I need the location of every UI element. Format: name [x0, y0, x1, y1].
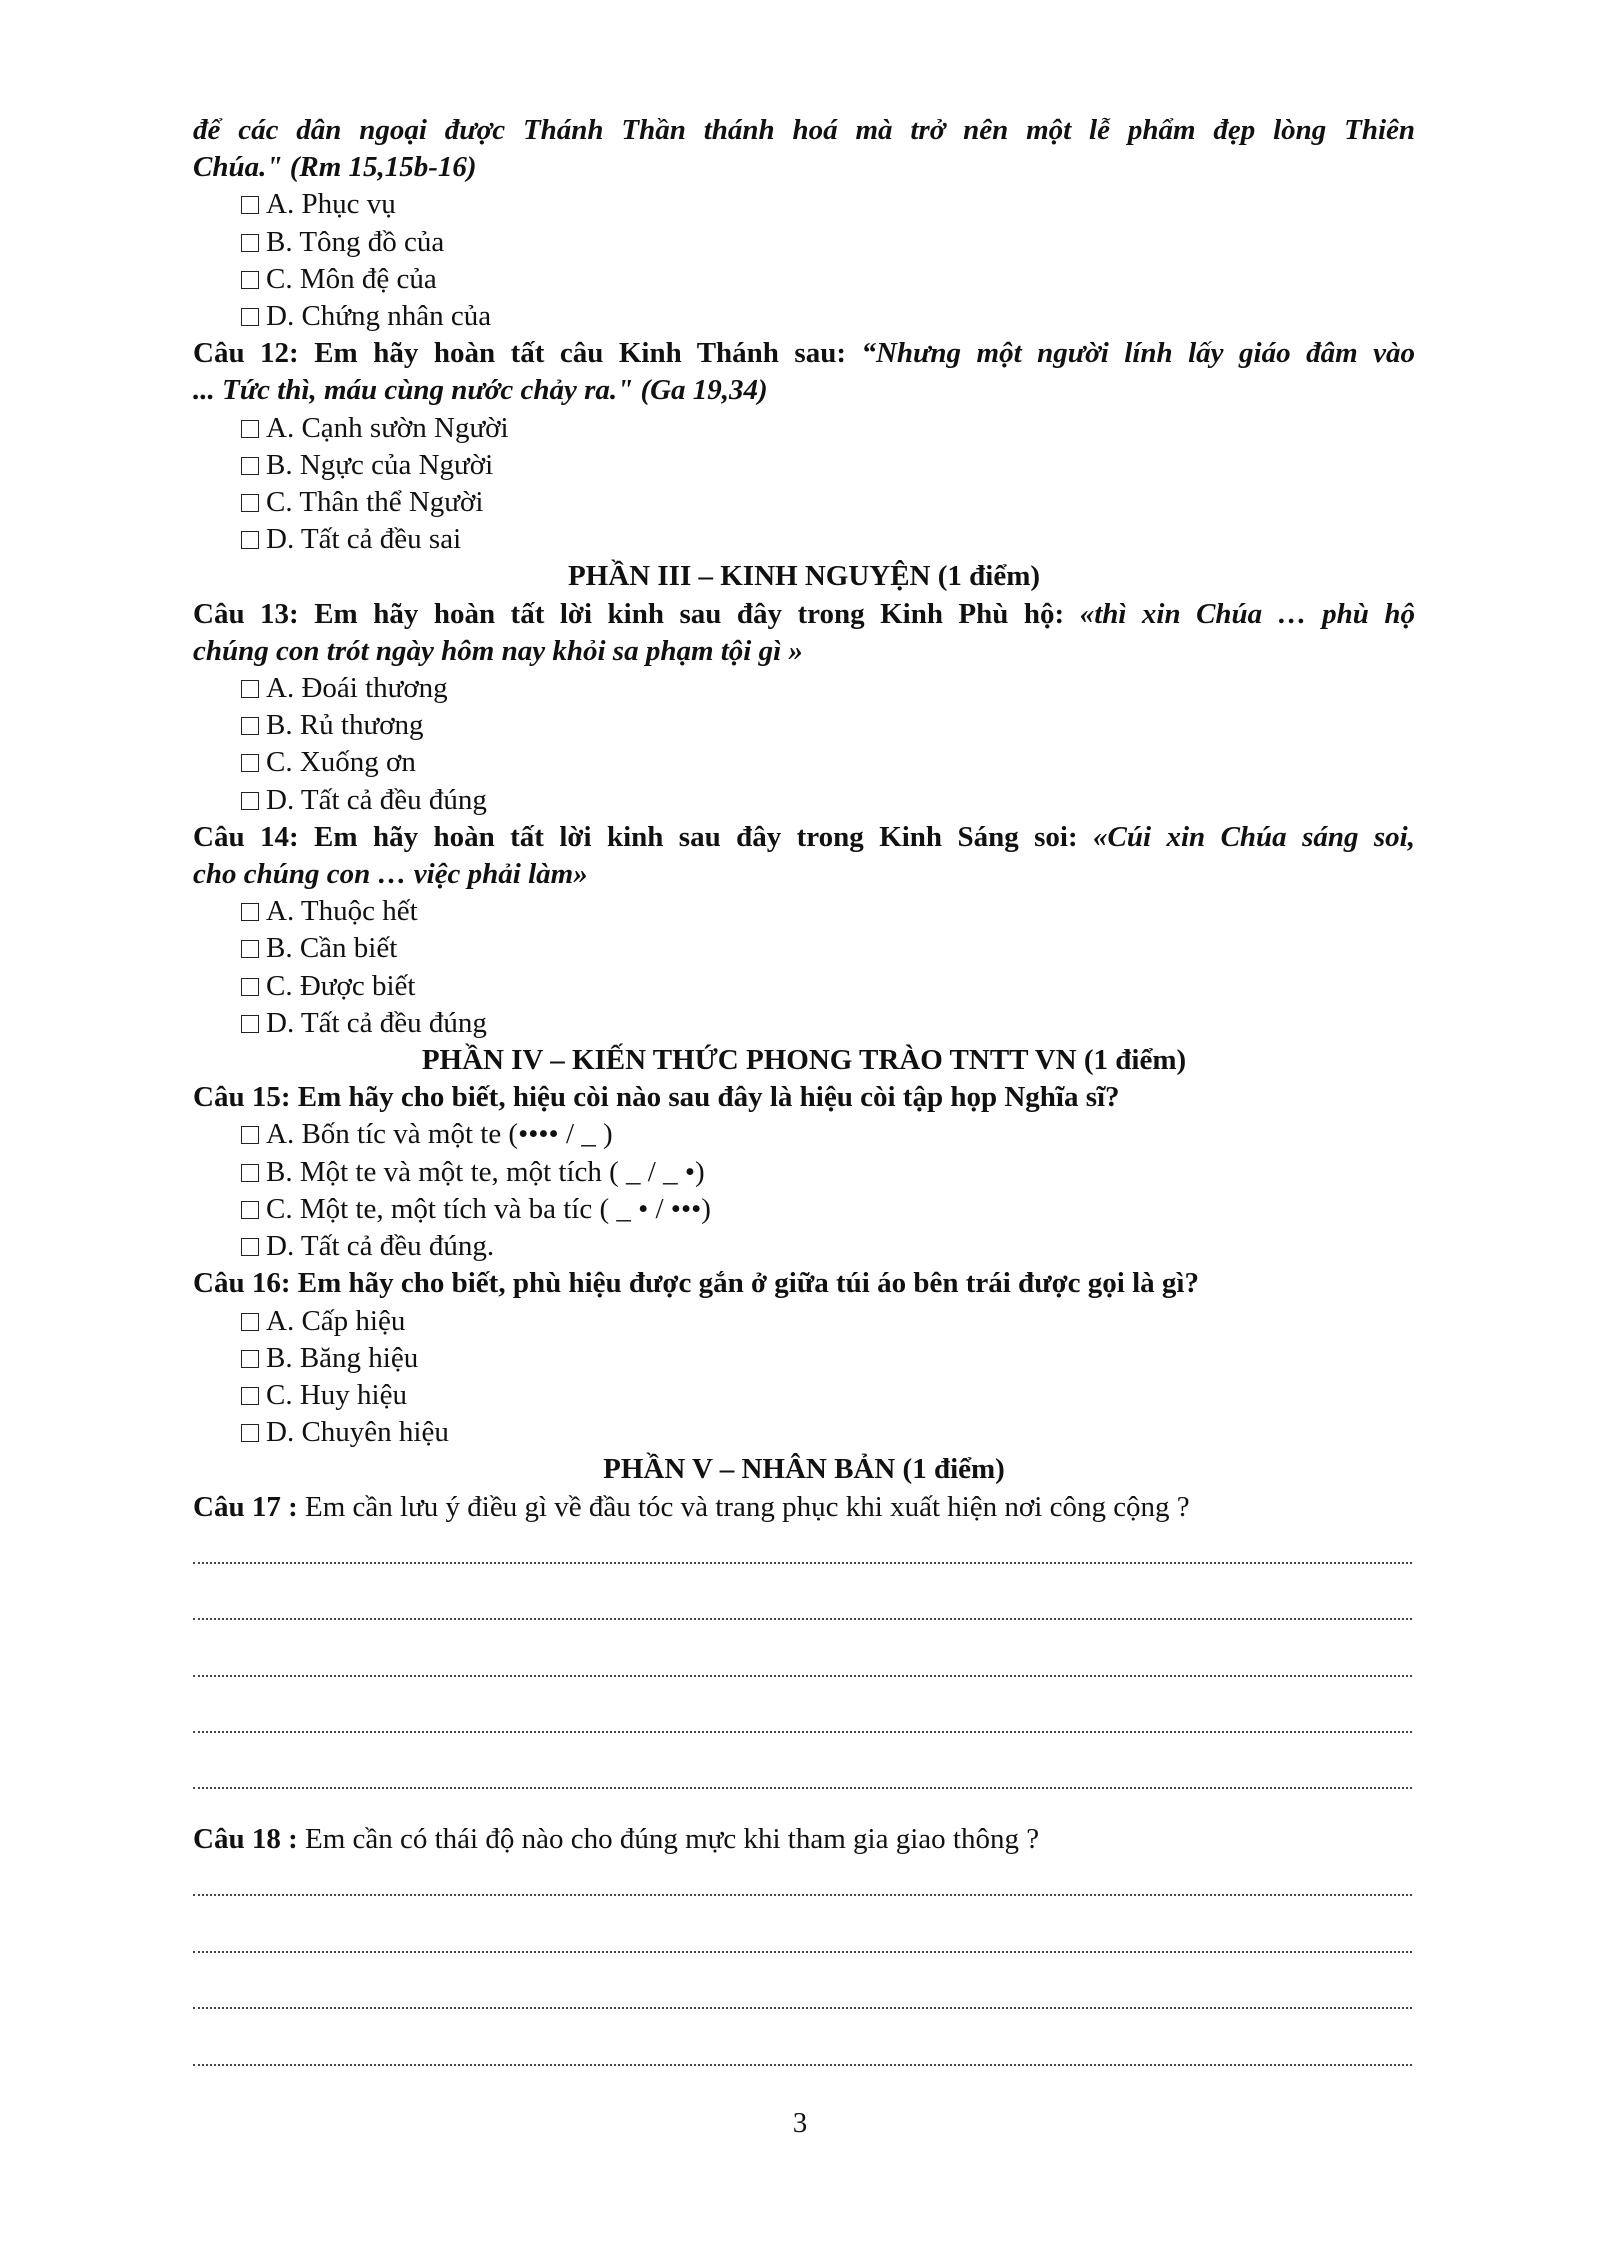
checkbox-icon[interactable] — [241, 1424, 259, 1442]
checkbox-icon[interactable] — [241, 420, 259, 438]
q15-option-b[interactable]: B. Một te và một te, một tích ( _ / _ •) — [193, 1154, 1415, 1191]
section-4-heading: PHẦN IV – KIẾN THỨC PHONG TRÀO TNTT VN (1 điểm) — [421, 1044, 1187, 1077]
section-3-heading: PHẦN III – KINH NGUYỆN (1 điểm) — [567, 560, 1041, 593]
section-5-heading: PHẦN V – NHÂN BẢN (1 điểm) — [603, 1453, 1005, 1486]
q16-option-d[interactable]: D. Chuyên hiệu — [193, 1414, 1415, 1451]
q17-answer-area[interactable] — [193, 1526, 1415, 1802]
answer-line[interactable] — [193, 1689, 1415, 1745]
q14-option-d[interactable]: D. Tất cả đều đúng — [193, 1005, 1415, 1042]
q14-option-b[interactable]: B. Cần biết — [193, 930, 1415, 967]
q11-option-b[interactable]: B. Tông đồ của — [193, 224, 1415, 261]
q17-question: Câu 17 : Em cần lưu ý điều gì về đầu tóc và trang phục khi xuất hiện nơi công cộng ? — [193, 1490, 1190, 1523]
q12-option-d[interactable]: D. Tất cả đều sai — [193, 521, 1415, 558]
q15-option-d[interactable]: D. Tất cả đều đúng. — [193, 1228, 1415, 1265]
checkbox-icon[interactable] — [241, 1015, 259, 1033]
checkbox-icon[interactable] — [241, 271, 259, 289]
answer-line[interactable] — [193, 1526, 1415, 1576]
intro-quote-line-1: để các dân ngoại được Thánh Thần thánh hoá mà trở nên một lễ phẩm đẹp lòng Thiên — [193, 114, 1415, 146]
checkbox-icon[interactable] — [241, 717, 259, 735]
intro-quote-line-2: Chúa." (Rm 15,15b-16) — [193, 151, 477, 184]
q15-option-a[interactable]: A. Bốn tíc và một te (•••• / _ ) — [193, 1116, 1415, 1153]
q14-question: Câu 14: Em hãy hoàn tất lời kinh sau đây trong Kinh Sáng soi: «Cúi xin Chúa sáng soi, — [193, 820, 1415, 853]
q11-option-c[interactable]: C. Môn đệ của — [193, 261, 1415, 298]
answer-line[interactable] — [193, 1745, 1415, 1801]
checkbox-icon[interactable] — [241, 792, 259, 810]
q13-option-d[interactable]: D. Tất cả đều đúng — [193, 782, 1415, 819]
q16-option-b[interactable]: B. Băng hiệu — [193, 1340, 1415, 1377]
checkbox-icon[interactable] — [241, 1164, 259, 1182]
q11-option-a[interactable]: A. Phục vụ — [193, 186, 1415, 223]
q13-question: Câu 13: Em hãy hoàn tất lời kinh sau đây trong Kinh Phù hộ: «thì xin Chúa … phù hộ — [193, 597, 1416, 630]
exam-page — [193, 112, 1415, 2078]
page-number: 3 — [792, 2107, 808, 2139]
q13-option-b[interactable]: B. Rủ thương — [193, 707, 1415, 744]
q16-question: Câu 16: Em hãy cho biết, phù hiệu được gắn ở giữa túi áo bên trái được gọi là gì? — [193, 1267, 1199, 1300]
q15-question: Câu 15: Em hãy cho biết, hiệu còi nào sau đây là hiệu còi tập họp Nghĩa sĩ? — [193, 1081, 1120, 1114]
q13-question-cont: chúng con trót ngày hôm nay khỏi sa phạm tội gì » — [193, 634, 803, 667]
q12-question-cont: ... Tức thì, máu cùng nước chảy ra." (Ga 19,34) — [193, 374, 768, 407]
q12-option-a[interactable]: A. Cạnh sườn Người — [193, 410, 1415, 447]
checkbox-icon[interactable] — [241, 494, 259, 512]
q16-option-c[interactable]: C. Huy hiệu — [193, 1377, 1415, 1414]
q15-option-c[interactable]: C. Một te, một tích và ba tíc ( _ • / •••) — [193, 1191, 1415, 1228]
q14-option-c[interactable]: C. Được biết — [193, 968, 1415, 1005]
checkbox-icon[interactable] — [241, 308, 259, 326]
q13-option-c[interactable]: C. Xuống ơn — [193, 744, 1415, 781]
checkbox-icon[interactable] — [241, 1350, 259, 1368]
q12-question: Câu 12: Em hãy hoàn tất câu Kinh Thánh sau: “Nhưng một người lính lấy giáo đâm vào — [193, 337, 1415, 370]
q14-option-a[interactable]: A. Thuộc hết — [193, 893, 1415, 930]
answer-line[interactable] — [193, 1908, 1415, 1964]
checkbox-icon[interactable] — [241, 1387, 259, 1405]
q16-option-a[interactable]: A. Cấp hiệu — [193, 1303, 1415, 1340]
q12-option-c[interactable]: C. Thân thể Người — [193, 484, 1415, 521]
answer-line[interactable] — [193, 1965, 1415, 2021]
answer-line[interactable] — [193, 1632, 1415, 1688]
q12-option-b[interactable]: B. Ngực của Người — [193, 447, 1415, 484]
checkbox-icon[interactable] — [241, 531, 259, 549]
checkbox-icon[interactable] — [241, 940, 259, 958]
checkbox-icon[interactable] — [241, 978, 259, 996]
q14-question-cont: cho chúng con … việc phải làm» — [193, 858, 588, 891]
checkbox-icon[interactable] — [241, 754, 259, 772]
q18-answer-area[interactable] — [193, 1858, 1415, 2077]
checkbox-icon[interactable] — [241, 1313, 259, 1331]
q11-option-d[interactable]: D. Chứng nhân của — [193, 298, 1415, 335]
answer-line[interactable] — [193, 2021, 1415, 2077]
q13-option-a[interactable]: A. Đoái thương — [193, 670, 1415, 707]
checkbox-icon[interactable] — [241, 1238, 259, 1256]
answer-line[interactable] — [193, 1858, 1415, 1908]
q18-question: Câu 18 : Em cần có thái độ nào cho đúng mực khi tham gia giao thông ? — [193, 1823, 1040, 1856]
answer-line[interactable] — [193, 1576, 1415, 1632]
checkbox-icon[interactable] — [241, 234, 259, 252]
checkbox-icon[interactable] — [241, 903, 259, 921]
checkbox-icon[interactable] — [241, 196, 259, 214]
checkbox-icon[interactable] — [241, 1126, 259, 1144]
checkbox-icon[interactable] — [241, 457, 259, 475]
checkbox-icon[interactable] — [241, 1201, 259, 1219]
checkbox-icon[interactable] — [241, 680, 259, 698]
